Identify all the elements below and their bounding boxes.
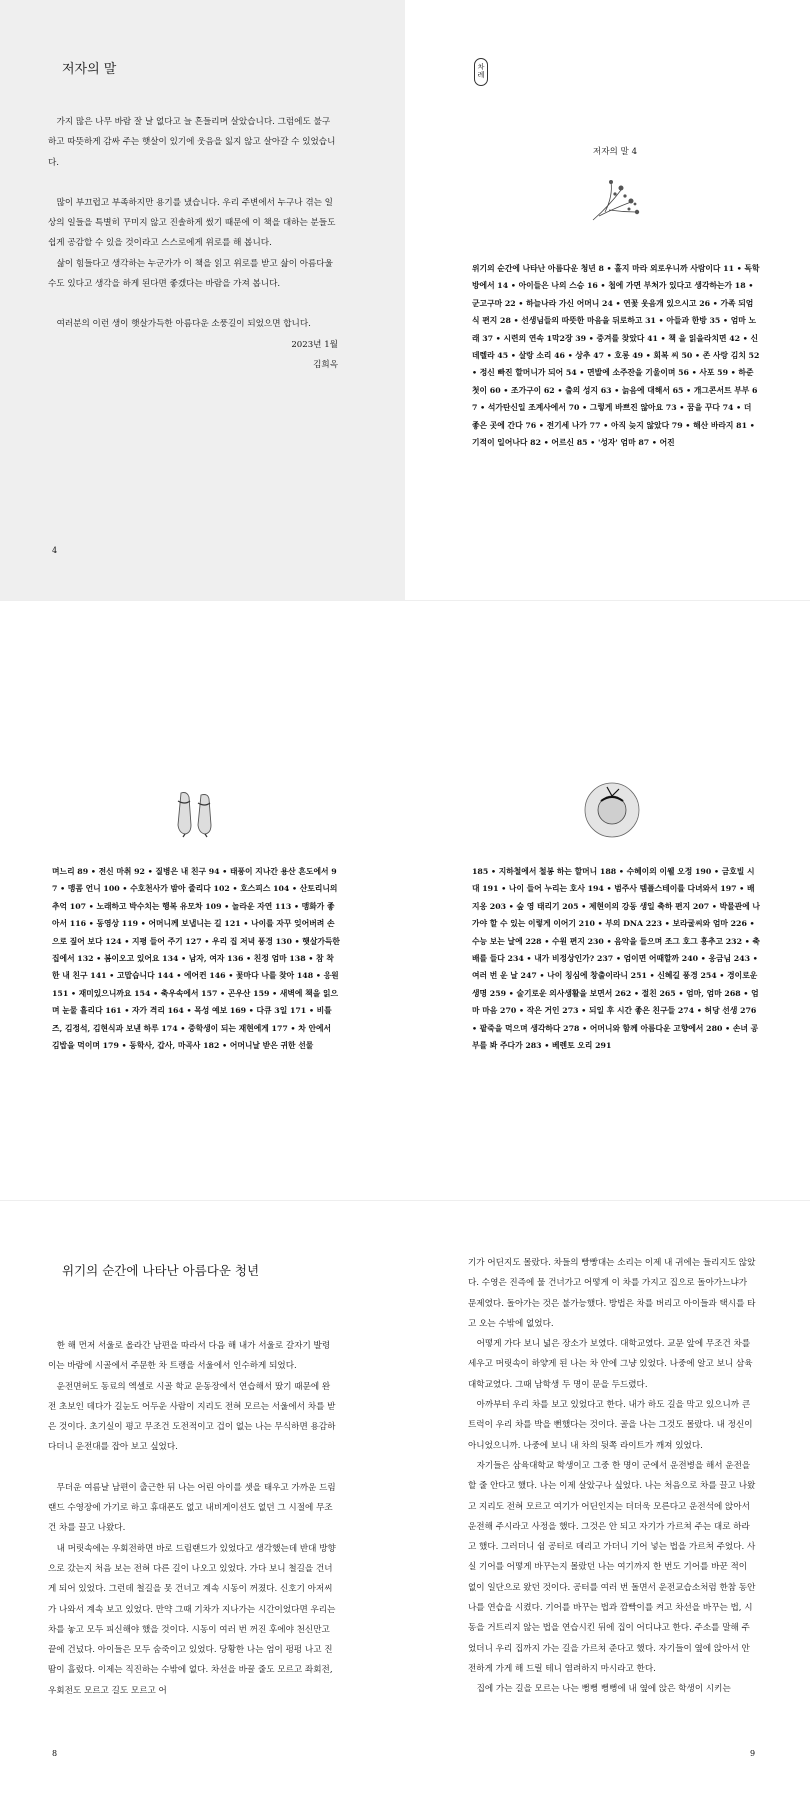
body-paragraph: 운전면허도 동료의 엑셀로 시골 학교 운동장에서 연습해서 땄기 때문에 완전 초보인 데다가 길눈도 어두운 사람이 지리도 전혀 모르는 서울에서 차를 받은 것이다. 초기실이 평고 무조건 도전적이고 겁이 없는 나는 무식하면 용감하다더니 운전대를 잡아 보고 싶었다. — [48, 1381, 336, 1453]
spread-contents-continued — [0, 601, 810, 1199]
chapter-title: 위기의 순간에 나타난 아름다운 청년 — [62, 1263, 260, 1278]
body-paragraph: 한 해 먼저 서울로 올라간 남편을 따라서 다음 해 내가 서울로 갈자기 발령이는 바람에 시골에서 주문한 차 트랭을 서울에서 인수하게 되었다. — [48, 1341, 331, 1372]
hat-illustration — [583, 781, 641, 839]
body-paragraph: 자기들은 삼육대학교 학생이고 그중 한 명이 군에서 운전병을 해서 운전을 할 줄 안다고 했다. 나는 이제 살았구나 싶었다. 나는 처음으로 차를 끌고 나왔고 지리도 전혀 모르고 여기가 어딘인지는 더더욱 모른다고 운전석에 앉아서 운전해 주시라고 사정을 했다. 그것은 안 되고 자기가 가르쳐 주는 대로 하라고 했다. 그러더니 쉼 공터로 데리고 가더니 기어 넣는 법을 가르쳐 주었다. 사실 기어를 어떻게 바꾸는지 몰랐던 나는 여기까지 한 번도 기어를 바꾼 적이 없이 일단으로 왔던 것이다. 공터를 여러 번 돌면서 운전교습소처럼 한참 동안 나를 연습을 시켰다. 기어를 바꾸는 법과 깜빡이를 켜고 차선을 바꾸는 법, 시동을 거트리지 않는 법을 연습시킨 뒤에 집이 어디냐고 한다. 주소를 말해 주었더니 우리 집까지 가는 길을 가르쳐 준다고 했다. 자기들이 옆에 앉아서 안전하게 가게 해 드릴 테니 염려하지 마시라고 한다. — [468, 1460, 756, 1674]
body-paragraph: 무더운 여름날 남편이 출근한 뒤 나는 어린 아이를 셋을 태우고 가까운 드림랜드 수영장에 가기로 하고 휴대폰도 없고 내비게이션도 없던 그 시절에 무조건 차를 끌고 나왔다. — [48, 1482, 336, 1534]
body-paragraph: 내 머릿속에는 우회전하면 바로 드림랜드가 있었다고 생각했는데 반대 방향으로 갔는지 처음 보는 전혀 다른 길이 나오고 있었다. 가다 보니 철길을 건너게 되어 있었다. 그런데 철길을 못 건너고 계속 시동이 꺼졌다. 신호기 아저씨가 나와서 계속 보고 있었다. 만약 그때 기차가 지나가는 시간이었다면 우리는 차를 놓고 모두 피신해야 했을 것이다. 시동이 여러 번 꺼진 후에야 천신만고 끝에 건넜다. 아이들은 모두 숨죽이고 있었다. 당황한 나는 엄이 펑펑 나고 진땀이 흘렀다. 이제는 직진하는 수밖에 없다. 차선을 바꿀 줄도 모르고 좌회전, 우회전도 모르고 길도 모르고 어 — [48, 1543, 336, 1696]
chapter-body — [468, 1253, 758, 1700]
preface-paragraph: 많이 부끄럽고 부족하지만 용기를 냈습니다. 우리 주변에서 누구나 겪는 일상의 일들을 특별히 꾸미지 않고 진솔하게 썼기 때문에 이 책을 대하는 분들도 쉽게 공감할 수 있을 것이라고 스스로에게 위로를 해 봅니다. — [48, 197, 336, 249]
body-paragraph: 기가 어딘지도 몰랐다. 차들의 빵빵대는 소리는 이제 내 귀에는 들리지도 않았다. 수영은 진즉에 물 건너가고 어떻게 이 차를 가지고 집으로 돌아가느냐가 문제였다. 돌아가는 것은 불가능했다. 방법은 차를 버리고 아이들과 택시를 타고 오는 수밖에 없었다. — [468, 1258, 756, 1329]
preface-body — [48, 112, 338, 375]
body-paragraph: 아까부터 우리 차를 보고 있었다고 한다. 내가 하도 길을 막고 있으니까 큰 트럭이 우리 차를 박을 뻔했다는 것이다. 골을 나는 그것도 몰랐다. 내 정신이 아니었으니까. 나중에 보니 내 차의 뒷쪽 라이트가 깨져 있었다. — [468, 1400, 753, 1451]
preface-paragraph: 삶이 힘들다고 생각하는 누군가가 이 책을 읽고 위로를 받고 삶이 아름다울 수도 있다고 생각을 하게 된다면 좋겠다는 바람을 가져 봅니다. — [48, 258, 333, 290]
page-number: 9 — [750, 1749, 756, 1758]
toc-heading: 저자의 말 4 — [592, 147, 638, 157]
spread-preface — [0, 0, 810, 600]
page-number: 4 — [52, 546, 58, 555]
preface-title: 저자의 말 — [62, 62, 117, 77]
preface-author: 김희옥 — [313, 359, 338, 370]
page-number: 8 — [52, 1749, 58, 1758]
shoes-illustration — [165, 787, 225, 839]
body-paragraph: 어떻게 가다 보니 넓은 장소가 보였다. 대학교였다. 교문 앞에 무조건 차를 세우고 머릿속이 하얗게 된 나는 차 안에 그냥 있었다. 나중에 알고 보니 삼육대학교였다. 그때 남학생 두 명이 문을 두드렸다. — [468, 1339, 753, 1390]
spread-chapter-one — [0, 1201, 810, 1802]
body-paragraph: 집에 가는 길을 모르는 나는 뻥뻥 뻥뻥에 내 옆에 앉은 학생이 시키는 — [476, 1684, 731, 1695]
flower-illustration — [585, 176, 645, 226]
chapter-body — [48, 1336, 338, 1701]
preface-date: 2023년 1월 — [291, 339, 338, 350]
preface-paragraph: 가지 많은 나무 바람 잘 날 없다고 늘 흔들리며 살았습니다. 그럼에도 불구하고 따뜻하게 감싸 주는 햇살이 있기에 웃음을 잃지 않고 살아갈 수 있었습니다. — [48, 117, 336, 168]
preface-paragraph: 여러분의 이런 생이 햇살가득한 아름다운 소풍길이 되었으면 합니다. — [56, 319, 311, 330]
toc-list: 위기의 순간에 나타난 아름다운 청년 8 • 홀지 마라 외로우니까 사람이다 11 • 독학방에서 14 • 아이들은 나의 스승 16 • 첩에 가면 부처가 있다고 생각하는가 18 • 군고구마 22 • 하늘나라 가신 어머니 24 • 연꽃 웃음개 있으시고 26 • 가족 되엄식 편지 28 • 선생님들의 따뜻한 마음을 뒤로하고 31 • 아들과 한방 35 • 엄마 노래 37 • 시련의 연속 1막2장 39 • 중겨를 찾았다 41 • 책 을 읽을라치면 42 • 신데렐라 45 • 살랑 소리 46 • 상추 47 • 호롱 49 • 회복 씨 50 • 존 사랑 김치 52 • 정신 빠진 할머니가 되어 54 • 면발에 소주잔을 기울이며 56 • 사포 59 • 하준 첫이 60 • 조가구이 62 • 출의 성지 63 • 늙음에 대해서 65 • 개그콘서트 부부 67 • 석가탄신일 조계사에서 70 • 그렇게 바쁘진 않아요 73 • 꿈을 꾸다 74 • 더 좋은 곳에 간다 76 • 전기세 나가 77 • 아직 늦지 않았다 79 • 해산 바라지 81 • 기적이 일어나다 82 • 어르신 85 • '성자' 엄마 87 • 어진 — [472, 264, 760, 448]
toc-list: 185 • 지하철에서 철봉 하는 할머니 188 • 수혜이의 이웰 오정 190 • 금호빌 시대 191 • 나이 들어 누리는 호사 194 • 범주사 템플스테이를 다녀와서 197 • 배지옹 203 • 숲 영 태리기 205 • 제현이의 강동 생일 축하 편지 207 • 박물관에 나가야 할 수 있는 이렇게 이어기 210 • 부의 DNA 223 • 보라굴씨와 엄마 226 • 수능 보는 날에 228 • 수원 편지 230 • 음악을 들으며 조그 호그 흥추고 232 • 축배를 들다 234 • 내가 비정상인가? 237 • 엄이면 어때할까 240 • 옹금님 243 • 여러 번 운 날 247 • 나이 칭심에 창출이라니 251 • 신혜길 풍경 254 • 경이로운 생명 259 • 술기로운 의사생활을 보면서 262 • 절친 265 • 엄마, 엄마 268 • 엄마 마음 270 • 작은 거인 273 • 되일 후 시간 좋은 친구들 274 • 허당 선생 276 • 팥죽을 먹으며 생각하다 278 • 어머니와 함께 아름다운 고향에서 280 • 손녀 공부를 봐 주다가 283 • 베렌토 오리 291 — [472, 867, 760, 1051]
contents-tab: 차 례 — [474, 58, 488, 86]
toc-list: 며느리 89 • 전신 마취 92 • 질병은 내 친구 94 • 태풍이 지나간 용산 흔도에서 97 • 맹콤 언니 100 • 수호천사가 밤아 줄리다 102 • 호스피스 104 • 산토리니의 추억 107 • 노래하고 박수치는 행복 유모차 109 • 놀라운 자연 113 • 맹화가 좋아서 116 • 동영상 119 • 어머니께 보냅니는 길 121 • 나이를 자꾸 잊어버려 손으로 짚어 보다 124 • 지평 들어 주기 127 • 우리 집 저녁 풍경 130 • 햇살가득한 집에서 132 • 봄이오고 있어요 134 • 남자, 여자 136 • 친정 엄마 138 • 참 착한 내 친구 141 • 고맙습니다 144 • 에어컨 146 • 꽃마다 나를 찾아 148 • 응원 151 • 재미있으니까요 154 • 축우속에서 157 • 곤우산 159 • 새벽에 책을 읽으며 눈물 흘리다 161 • 자가 격리 164 • 목성 예보 169 • 다큐 3일 171 • 비틀즈, 김정석, 김현식과 보낸 하루 174 • 중학생이 되는 재현에게 177 • 차 안에서 김밥을 먹이며 179 • 동학사, 갑사, 마곡사 182 • 어머니날 받은 귀한 선물 — [52, 867, 340, 1051]
